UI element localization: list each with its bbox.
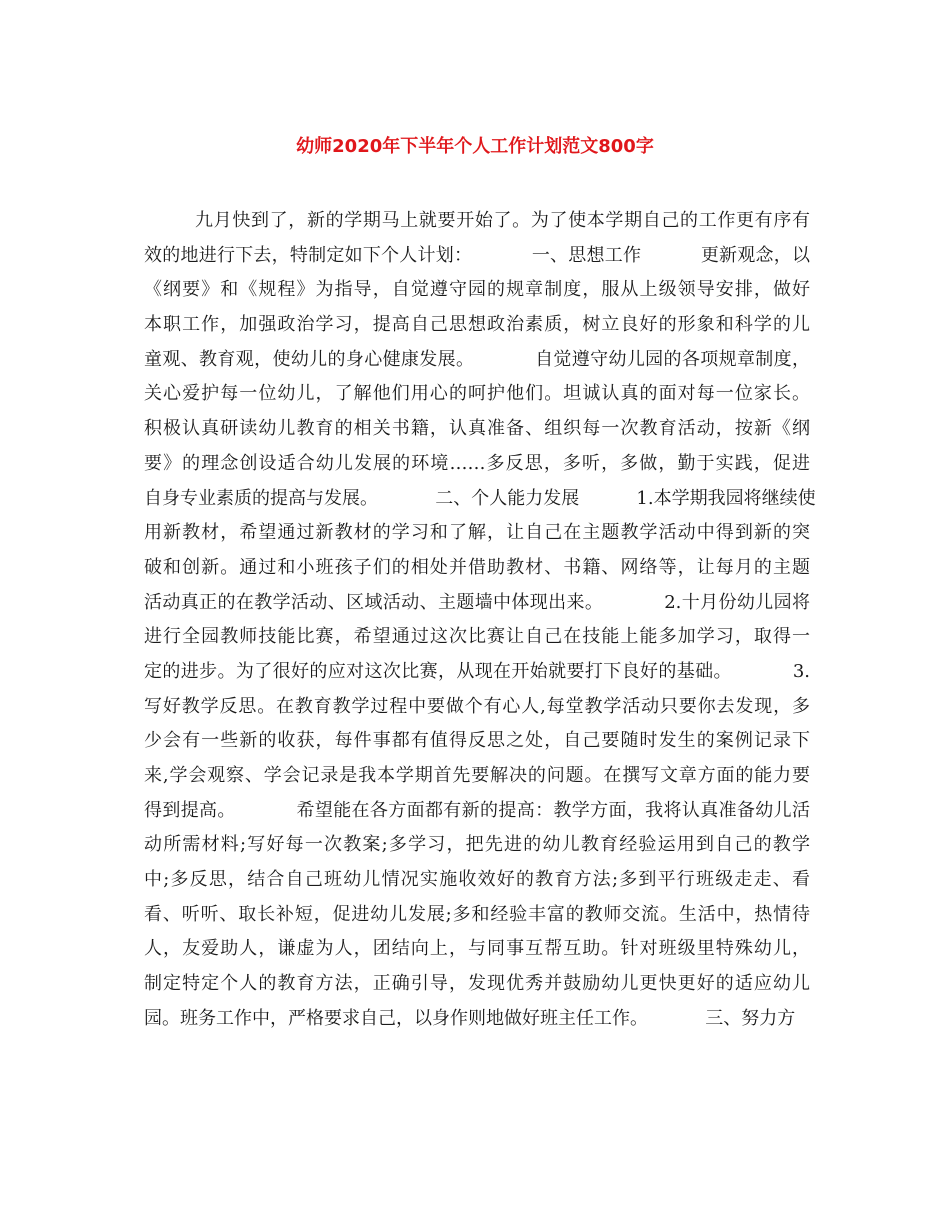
body-line: 效的地进行下去，特制定如下个人计划： 一、思想工作 更新观念，以 [144, 244, 810, 266]
body-line: 积极认真研读幼儿教育的相关书籍，认真准备、组织每一次教育活动，按新《纲 [144, 418, 810, 440]
body-line: 关心爱护每一位幼儿，了解他们用心的呵护他们。坦诚认真的面对每一位家长。 [144, 383, 810, 405]
body-line: 少会有一些新的收获，每件事都有值得反思之处，自己要随时发生的案例记录下 [144, 730, 810, 752]
body-line: 得到提高。 希望能在各方面都有新的提高：教学方面，我将认真准备幼儿活 [144, 799, 810, 821]
document-body [144, 204, 816, 1037]
body-line: 动所需材料;写好每一次教案;多学习，把先进的幼儿教育经验运用到自己的教学 [144, 834, 810, 856]
body-line: 制定特定个人的教育方法，正确引导，发现优秀并鼓励幼儿更快更好的适应幼儿 [144, 973, 810, 995]
body-line: 本职工作，加强政治学习，提高自己思想政治素质，树立良好的形象和科学的儿 [144, 314, 810, 336]
body-line: 《纲要》和《规程》为指导，自觉遵守园的规章制度，服从上级领导安排，做好 [144, 279, 810, 301]
body-line: 看、听听、取长补短，促进幼儿发展;多和经验丰富的教师交流。生活中，热情待 [144, 903, 810, 925]
body-line: 活动真正的在教学活动、区域活动、主题墙中体现出来。 2.十月份幼儿园将 [144, 591, 810, 613]
body-line: 中;多反思，结合自己班幼儿情况实施收效好的教育方法;多到平行班级走走、看 [144, 869, 810, 891]
body-line: 人，友爱助人，谦虚为人，团结向上，与同事互帮互助。针对班级里特殊幼儿， [144, 938, 810, 960]
body-line: 童观、教育观，使幼儿的身心健康发展。 自觉遵守幼儿园的各项规章制度， [144, 348, 810, 370]
body-line: 九月快到了，新的学期马上就要开始了。为了使本学期自己的工作更有序有 [144, 210, 810, 231]
body-line: 来,学会观察、学会记录是我本学期首先要解决的问题。在撰写文章方面的能力要 [144, 765, 810, 786]
document-title: 幼师2020年下半年个人工作计划范文800字 [296, 136, 654, 157]
body-line: 定的进步。为了很好的应对这次比赛，从现在开始就要打下良好的基础。 3. [144, 660, 810, 682]
body-line: 进行全园教师技能比赛，希望通过这次比赛让自己在技能上能多加学习，取得一 [144, 626, 810, 648]
body-line: 破和创新。通过和小班孩子们的相处并借助教材、书籍、网络等，让每月的主题 [144, 556, 810, 578]
body-line: 园。班务工作中，严格要求自己，以身作则地做好班主任工作。 三、努力方 [144, 1007, 796, 1029]
body-line: 用新教材，希望通过新教材的学习和了解，让自己在主题教学活动中得到新的突 [144, 522, 810, 544]
body-line: 写好教学反思。在教育教学过程中要做个有心人,每堂教学活动只要你去发现，多 [144, 695, 810, 717]
body-line: 要》的理念创设适合幼儿发展的环境……多反思，多听，多做，勤于实践，促进 [144, 452, 810, 474]
body-line: 自身专业素质的提高与发展。 二、个人能力发展 1.本学期我园将继续使 [144, 487, 816, 509]
